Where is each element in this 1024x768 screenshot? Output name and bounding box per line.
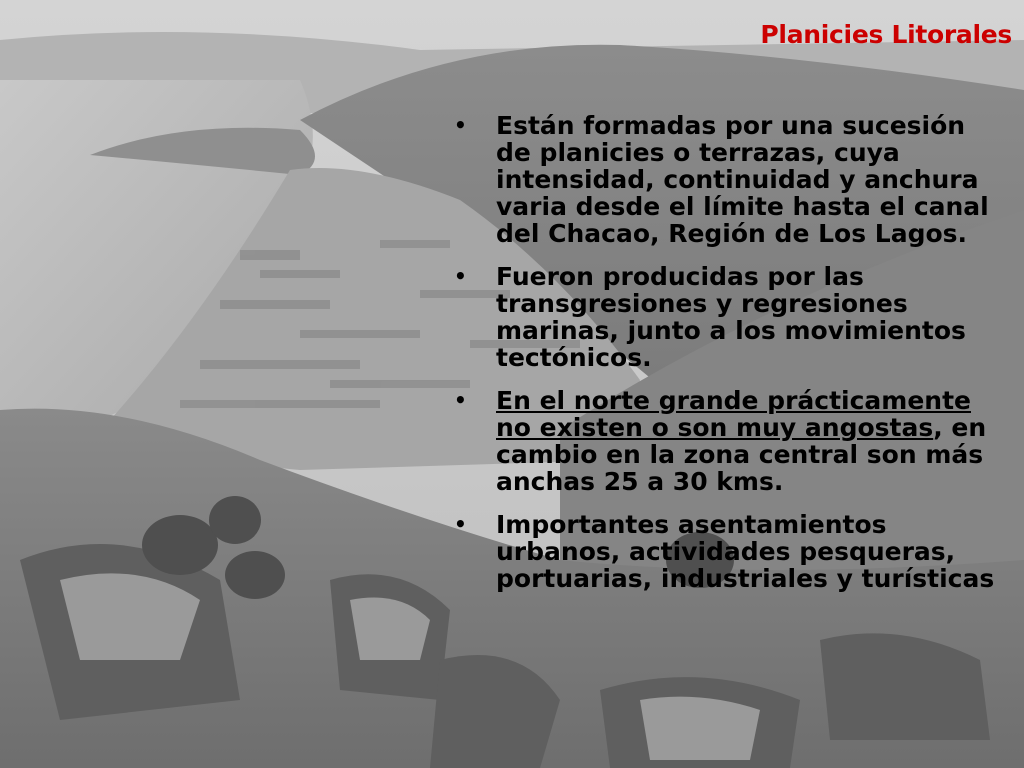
bullet-item xyxy=(450,387,995,495)
bullet-item xyxy=(450,112,995,247)
slide-title: Planicies Litorales xyxy=(760,20,1012,49)
bullet-item xyxy=(450,511,995,592)
bullet-text: Fueron producidas por las transgresiones y regresiones marinas, junto a los movimientos tectónicos. xyxy=(496,262,966,372)
bullet-underlined-text: En el norte grande prácticamente no existen o son muy angostas xyxy=(496,386,971,442)
bullet-item xyxy=(450,263,995,371)
bullet-text: Importantes asentamientos urbanos, actividades pesqueras, portuarias, industriales y turísticas xyxy=(496,510,995,593)
bullet-list xyxy=(450,112,995,608)
bullet-text: Están formadas por una sucesión de planicies o terrazas, cuya intensidad, continuidad y anchura varia desde el límite hasta el canal del Chacao, Región de Los Lagos. xyxy=(496,111,989,248)
bullet-text: , en cambio en la zona central son más anchas 25 a 30 kms. xyxy=(496,413,987,496)
